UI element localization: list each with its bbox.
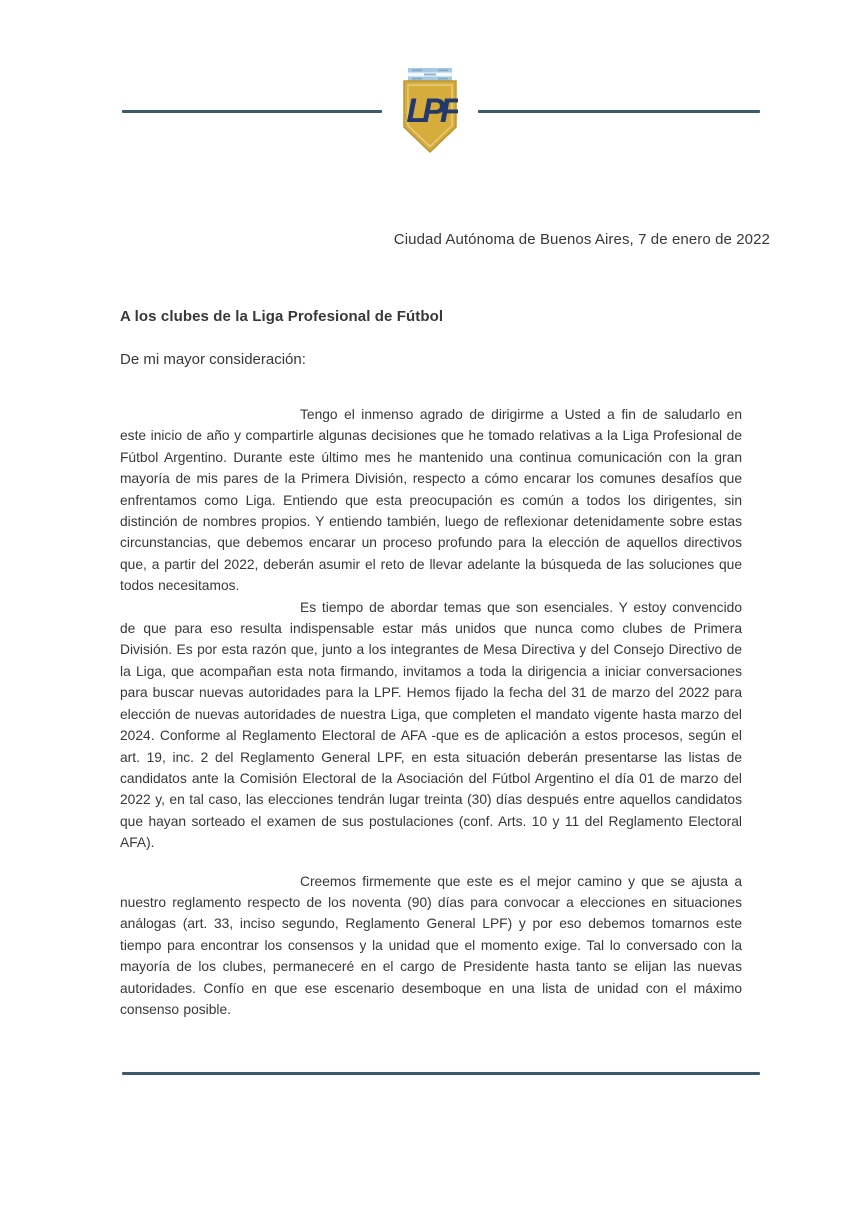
paragraph-3: Creemos firmemente que este es el mejor camino y que se ajusta a nuestro reglamento respecto de los noventa (90) días para convocar a elecciones en situaciones análogas (art. 33, inciso segundo, Reglamento General LPF) y por eso debemos tomarnos este tiempo para encontrar los consensos y la unidad que el momento exige. Tal lo conversado con la mayoría de los clubes, permaneceré en el cargo de Presidente hasta tanto se elijan las nuevas autoridades. Confío en que ese escenario desemboque en una lista de unidad con el máximo consenso posible. — [120, 873, 742, 1017]
lpf-logo — [402, 68, 458, 154]
footer-rule — [122, 1072, 760, 1075]
date-line: Ciudad Autónoma de Buenos Aires, 7 de enero de 2022 — [393, 231, 770, 248]
letter-body — [120, 404, 742, 1020]
paragraph-2: Es tiempo de abordar temas que son esenciales. Y estoy convencido de que para eso resulta indispensable estar más unidos que nunca como clubes de Primera División. Es por esta razón que, junto a los integrantes de Mesa Directiva y del Consejo Directivo de la Liga, que acompañan esta nota firmando, invitamos a toda la dirigencia a iniciar conversaciones para buscar nuevas autoridades para la LPF. Hemos fijado la fecha del 31 de marzo del 2022 para elección de nuevas autoridades de nuestra Liga, que completen el mandato vigente hasta marzo del 2024. Conforme al Reglamento Electoral de AFA -que es de aplicación a estos procesos, según el art. 19, inc. 2 del Reglamento General LPF, en esta situación deberán presentarse las listas de candidatos ante la Comisión Electoral de la Asociación del Fútbol Argentino el día 01 de marzo del 2022 y, en tal caso, las elecciones tendrán lugar treinta (30) días después entre aquellos candidatos que hayan sorteado el examen de sus postulaciones (conf. Arts. 10 y 11 del Reglamento Electoral AFA). — [120, 599, 742, 851]
header-rule-left — [122, 110, 382, 113]
recipient-line: A los clubes de la Liga Profesional de Fútbol — [120, 308, 444, 325]
salutation-line: De mi mayor consideración: — [120, 351, 306, 368]
header-rule-right — [478, 110, 760, 113]
paragraph-1: Tengo el inmenso agrado de dirigirme a Usted a fin de saludarlo en este inicio de año y compartirle algunas decisiones que he tomado relativas a la Liga Profesional de Fútbol Argentino. Durante este último mes he mantenido una continua comunicación con la gran mayoría de mis pares de la Primera División, respecto a cómo encarar los comunes desafíos que enfrentamos como Liga. Entiendo que esta preocupación es común a todos los dirigentes, sin distinción de nombres propios. Y entiendo también, luego de reflexionar detenidamente sobre estas circunstancias, que debemos encarar un proceso profundo para la elección de aquellos directivos que, a partir del 2022, deberán asumir el reto de llevar adelante la búsqueda de las soluciones que todos necesitamos. — [120, 407, 742, 594]
argentina-flag-banner-icon — [408, 68, 452, 81]
lpf-monogram: LPF — [406, 92, 456, 130]
lpf-shield-icon — [402, 68, 458, 154]
